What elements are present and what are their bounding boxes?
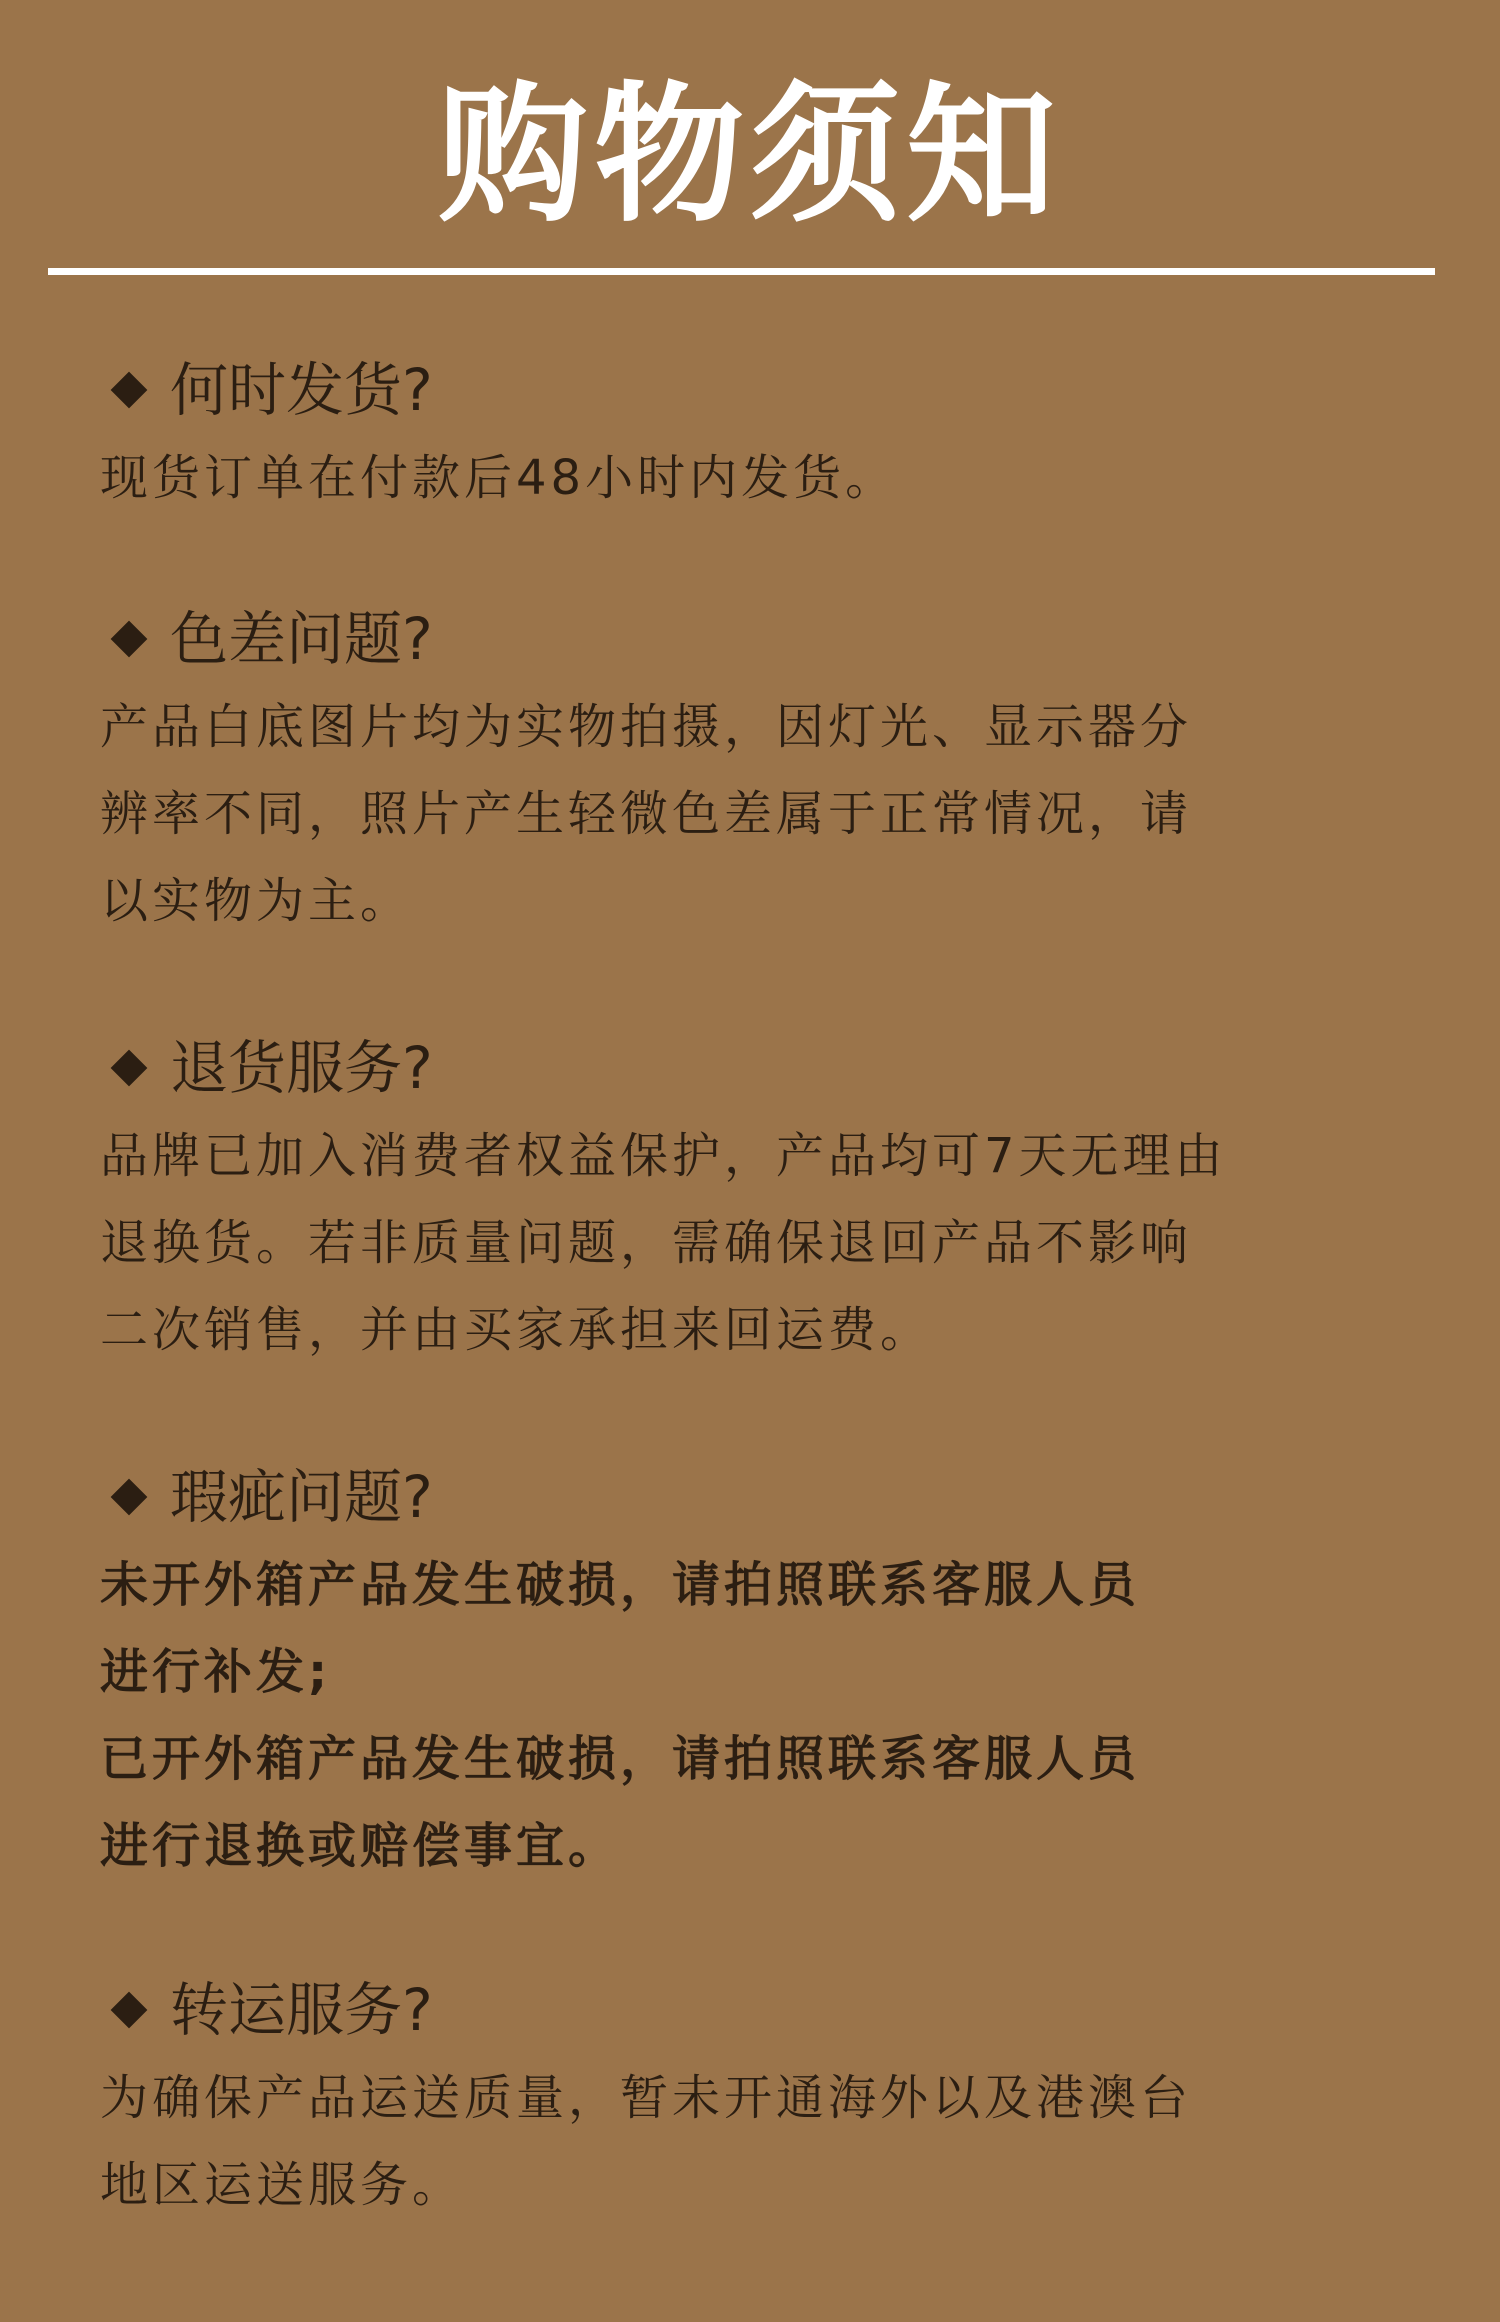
diamond-bullet-icon xyxy=(111,1479,148,1516)
section-text-line: 以实物为主。 xyxy=(100,873,413,929)
section-text-line: 进行补发; xyxy=(100,1644,332,1700)
section-heading xyxy=(106,1023,1420,1113)
section-text-line: 品牌已加入消费者权益保护，产品均可7天无理由 xyxy=(100,1128,1227,1184)
diamond-bullet-icon xyxy=(111,372,148,409)
section-transshipment-service xyxy=(100,1965,1420,2229)
section-heading xyxy=(106,1965,1420,2055)
section-text-line: 辨率不同，照片产生轻微色差属于正常情况，请 xyxy=(100,786,1193,842)
section-text-line: 产品白底图片均为实物拍摄，因灯光、显示器分 xyxy=(100,699,1193,755)
section-color-difference xyxy=(100,594,1420,945)
section-return-service xyxy=(100,1023,1420,1374)
section-heading-text: 转运服务? xyxy=(170,1976,433,2044)
section-shipping-time xyxy=(100,345,1420,522)
section-heading-text: 瑕疵问题? xyxy=(170,1463,433,1531)
title-divider xyxy=(48,268,1435,275)
diamond-bullet-icon xyxy=(111,621,148,658)
section-text-line: 已开外箱产品发生破损，请拍照联系客服人员 xyxy=(100,1731,1141,1787)
diamond-bullet-icon xyxy=(111,1992,148,2029)
page-title: 购物须知 xyxy=(437,67,1062,243)
section-text-line: 地区运送服务。 xyxy=(100,2157,465,2213)
section-text-line: 二次销售，并由买家承担来回运费。 xyxy=(100,1302,933,1358)
section-text-line: 为确保产品运送质量，暂未开通海外以及港澳台 xyxy=(100,2070,1193,2126)
section-heading xyxy=(106,345,1420,435)
section-heading xyxy=(106,594,1420,684)
section-text-line: 未开外箱产品发生破损，请拍照联系客服人员 xyxy=(100,1557,1141,1613)
section-heading-text: 退货服务? xyxy=(170,1034,433,1102)
section-text-line: 进行退换或赔偿事宜。 xyxy=(100,1818,621,1874)
section-heading xyxy=(106,1452,1420,1542)
section-heading-text: 色差问题? xyxy=(170,605,433,673)
diamond-bullet-icon xyxy=(111,1050,148,1087)
section-text-line: 退换货。若非质量问题，需确保退回产品不影响 xyxy=(100,1215,1193,1271)
section-defect-issue xyxy=(100,1452,1420,1890)
section-heading-text: 何时发货? xyxy=(170,356,433,424)
section-text-line: 现货订单在付款后48小时内发货。 xyxy=(100,450,898,506)
